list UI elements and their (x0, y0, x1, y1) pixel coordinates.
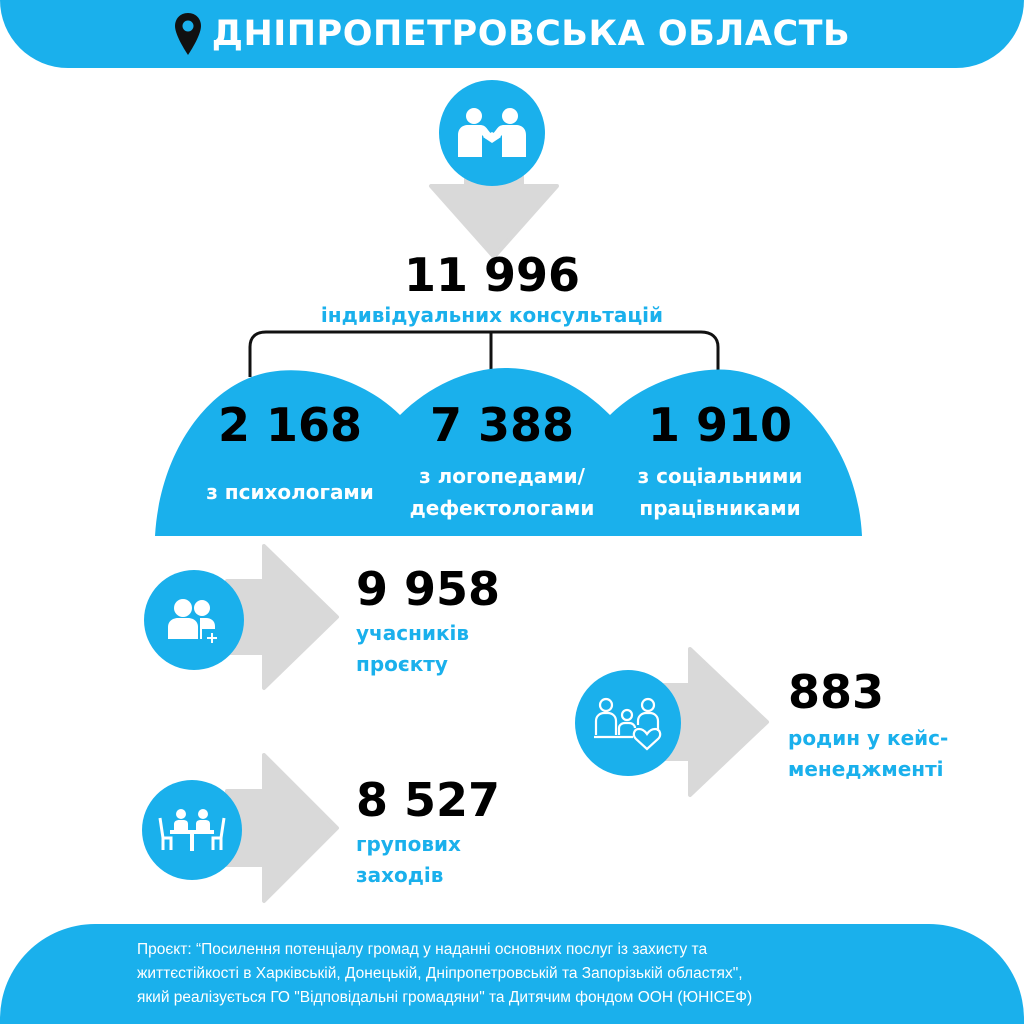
breakdown-psychologists-value: 2 168 (217, 398, 363, 452)
families-value: 883 (788, 665, 885, 719)
families-icon-circle (575, 670, 681, 776)
footer-project-text: Проєкт: “Посилення потенціалу громад у наданні основних послуг із захисту та життєстійкості в Харківській, Донецькій, Дніпропетровській та Запорізькій областях", який реалізується ГО "Відповідальні громадяни" та Дитячим фондом ООН (ЮНІСЕФ) (137, 941, 753, 1006)
page-title: ДНІПРОПЕТРОВСЬКА ОБЛАСТЬ (211, 14, 851, 54)
participants-label: учасників проєкту (356, 621, 470, 676)
header-banner (0, 0, 1024, 68)
families-label: родин у кейс- менеджменті (788, 726, 949, 781)
group-events-icon-circle (142, 780, 242, 880)
participants-icon-circle (144, 570, 244, 670)
consultations-total-value: 11 996 (403, 248, 581, 302)
breakdown-psychologists-label: з психологами (206, 480, 374, 504)
family-heart-icon (593, 695, 663, 751)
participants-value: 9 958 (356, 562, 501, 616)
add-users-icon (166, 597, 222, 643)
consultation-icon-circle (439, 80, 545, 186)
group-events-value: 8 527 (356, 773, 501, 827)
group-meeting-icon (157, 808, 227, 852)
breakdown-speech-therapists-value: 7 388 (429, 398, 575, 452)
breakdown-social-workers-label: з соціальними працівниками (637, 464, 803, 520)
handshake-people-icon (456, 107, 528, 159)
breakdown-social-workers-value: 1 910 (647, 398, 793, 452)
breakdown-speech-therapists-label: з логопедами/ дефектологами (409, 464, 595, 520)
location-pin-icon (174, 12, 202, 56)
group-events-label: групових заходів (356, 832, 461, 887)
consultations-total-label: індивідуальних консультацій (320, 303, 664, 327)
